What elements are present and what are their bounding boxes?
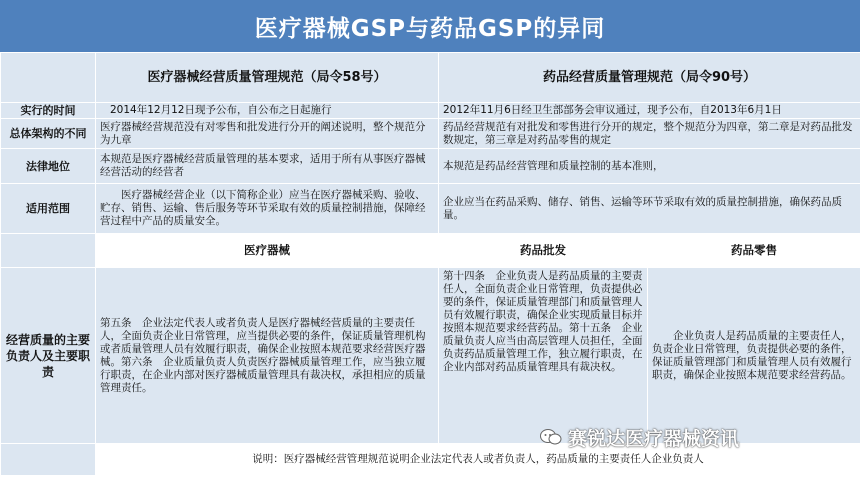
drug-framework: 药品经营规范有对批发和零售进行分开的规定，整个规范分为四章，第二章是对药品批发数规定，第三章是对药品零售的规定 xyxy=(439,119,860,149)
corner-cell xyxy=(1,53,96,103)
chat-bubble-icon xyxy=(540,428,562,446)
subheader-retail: 药品零售 xyxy=(648,234,860,268)
header-row xyxy=(1,53,860,103)
row-legal xyxy=(1,149,860,184)
subheader-wholesale: 药品批发 xyxy=(439,234,648,268)
watermark-text: 赛锐达医疗器械资讯 xyxy=(568,427,740,450)
page-title: 医疗器械GSP与药品GSP的异同 xyxy=(0,0,860,52)
drug-time: 2012年11月6日经卫生部部务会审议通过，现予公布，自2013年6月1日 xyxy=(439,103,860,119)
row-time xyxy=(1,103,860,119)
comparison-table xyxy=(0,52,860,476)
device-framework: 医疗器械经营规范没有对零售和批发进行分开的阐述说明，整个规范分为九章 xyxy=(96,119,439,149)
note-text: 说明：医疗器械经营管理规范说明企业法定代表人或者负责人，药品质量的主要责任人企业负责人 xyxy=(96,444,860,476)
row-label-scope: 适用范围 xyxy=(1,184,96,234)
subheader-row xyxy=(1,234,860,268)
drug-legal: 本规范是药品经营管理和质量控制的基本准则， xyxy=(439,149,860,184)
device-responsible: 第五条 企业法定代表人或者负责人是医疗器械经营质量的主要责任人，全面负责企业日常管理，应当提供必要的条件，保证质量管理机构或者质量管理人员有效履行职责，确保企业按照本规范要求经营医疗器械。第六条 企业质量负责人负责医疗器械质量管理工作，应当独立履行职责，在企业内部对医疗器械质量管理具有裁决权，承担相应的质量管理责任。 xyxy=(96,268,439,444)
subheader-device: 医疗器械 xyxy=(96,234,439,268)
row-label-responsible: 经营质量的主要负责人及主要职责 xyxy=(1,268,96,444)
wholesale-responsible: 第十四条 企业负责人是药品质量的主要责任人，全面负责企业日常管理，负责提供必要的条件，保证质量管理部门和质量管理人员有效履行职责，确保企业实现质量目标并按照本规范要求经营药品。第十五条 企业质量负责人应当由高层管理人员担任，全面负责药品质量管理工作，独立履行职责，在企业内部对药品质量管理具有裁决权。 xyxy=(439,268,648,444)
row-framework xyxy=(1,119,860,149)
device-legal: 本规范是医疗器械经营质量管理的基本要求，适用于所有从事医疗器械经营活动的经营者 xyxy=(96,149,439,184)
drug-regulation-header: 药品经营质量管理规范（局令90号） xyxy=(439,53,860,103)
note-corner xyxy=(1,444,96,476)
watermark xyxy=(540,424,850,450)
device-scope: 医疗器械经营企业（以下简称企业）应当在医疗器械采购、验收、贮存、销售、运输、售后服务等环节采取有效的质量控制措施，保障经营过程中产品的质量安全。 xyxy=(96,184,439,234)
row-label-time: 实行的时间 xyxy=(1,103,96,119)
row-label-framework: 总体架构的不同 xyxy=(1,119,96,149)
device-regulation-header: 医疗器械经营质量管理规范（局令58号） xyxy=(96,53,439,103)
retail-responsible: 企业负责人是药品质量的主要责任人，负责企业日常管理，负责提供必要的条件，保证质量管理部门和质量管理人员有效履行职责，确保企业按照本规范要求经营药品。 xyxy=(648,268,860,444)
row-responsible xyxy=(1,268,860,444)
drug-scope: 企业应当在药品采购、储存、销售、运输等环节采取有效的质量控制措施，确保药品质量。 xyxy=(439,184,860,234)
device-time: 2014年12月12日现予公布，自公布之日起施行 xyxy=(96,103,439,119)
row-scope xyxy=(1,184,860,234)
row-label-legal: 法律地位 xyxy=(1,149,96,184)
subheader-corner xyxy=(1,234,96,268)
